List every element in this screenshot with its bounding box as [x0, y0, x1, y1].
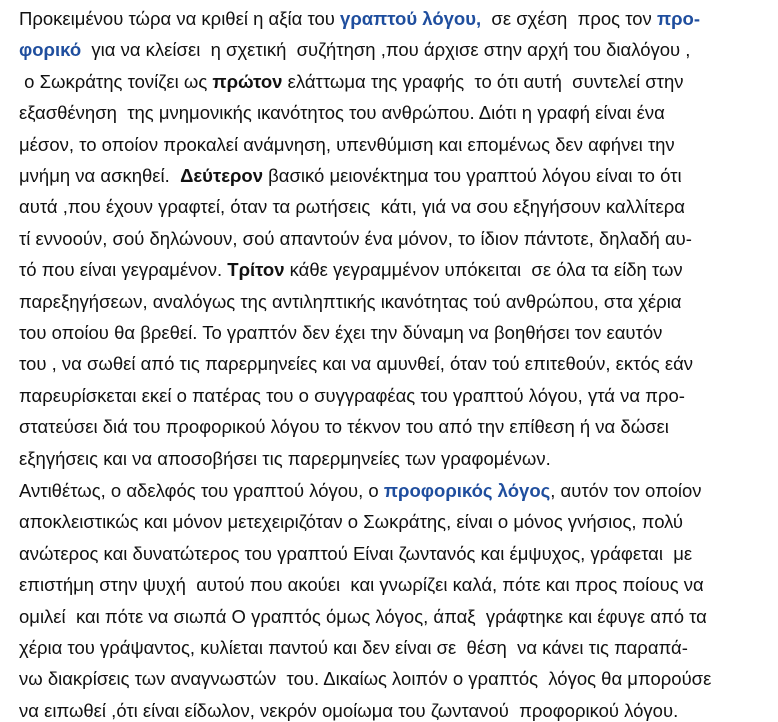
- emphasized-term: Δεύτερον: [180, 165, 264, 186]
- text-line: [19, 353, 693, 375]
- text-line: [19, 134, 675, 156]
- text-line: [19, 39, 690, 61]
- text-segment: στατεύσει διά του προφορικού λόγου το τέκνον του από την επίθεση ή να δώσει: [19, 416, 669, 438]
- text-line: [19, 71, 684, 93]
- highlighted-term: προφορικός λόγος: [383, 480, 551, 501]
- emphasized-term: πρώτον: [212, 70, 283, 92]
- text-line: [19, 511, 683, 533]
- text-line: [19, 700, 678, 722]
- text-line: [19, 668, 711, 690]
- text-line: [19, 416, 669, 438]
- text-segment: ανώτερος και δυνατώτερος του γραπτού Είναι ζωντανός και έμψυχος, γράφεται με: [19, 542, 693, 564]
- highlighted-term: φορικό: [19, 39, 82, 61]
- text-segment: εξηγήσεις και να αποσοβήσει τις παρερμηνείες των γραφομένων.: [19, 447, 551, 469]
- text-line: [19, 606, 707, 628]
- text-line: [19, 322, 662, 344]
- text-segment: για να κλείσει η σχετική συζήτηση ,που άρχισε στην αρχή του διαλόγου ,: [81, 39, 691, 61]
- text-segment: σε σχέση προς τον: [481, 8, 657, 29]
- text-segment: Αντιθέτως, ο αδελφός του γραπτού λόγου, ο: [19, 480, 384, 501]
- text-line: [19, 385, 685, 407]
- text-segment: , αυτόν τον οποίον: [550, 480, 702, 501]
- text-line: [19, 259, 683, 281]
- text-line: [19, 637, 688, 659]
- text-segment: εξασθένηση της μνημονικής ικανότητος του ανθρώπου. Διότι η γραφή είναι ένα: [19, 102, 665, 124]
- text-line: [19, 196, 685, 218]
- text-segment: να ειπωθεί ,ότι είναι είδωλον, νεκρόν ομοίωμα του ζωντανού προφορικού λόγου.: [19, 699, 679, 721]
- highlighted-term: προ-: [656, 8, 701, 29]
- text-segment: μέσον, το οποίον προκαλεί ανάμνηση, υπενθύμιση και επομένως δεν αφήνει την: [19, 133, 675, 155]
- text-segment: επιστήμη στην ψυχή αυτού που ακούει και γνωρίζει καλά, πότε και προς ποίους να: [19, 574, 704, 596]
- text-segment: τό που είναι γεγραμένον.: [19, 259, 228, 281]
- text-segment: βασικό μειονέκτημα του γραπτού λόγου είναι το ότι: [263, 165, 682, 186]
- text-segment: ομιλεί και πότε να σιωπά Ο γραπτός όμως λόγος, άπαξ γράφτηκε και έφυγε από τα: [19, 605, 707, 627]
- text-segment: παρευρίσκεται εκεί ο πατέρας του ο συγγραφέας του γραπτού λόγου, γτά να προ-: [19, 384, 685, 406]
- text-segment: αποκλειστικώς και μόνον μετεχειριζόταν ο Σωκράτης, είναι ο μόνος γνήσιος, πολύ: [19, 511, 684, 533]
- text-segment: νω διακρίσεις των αναγνωστών του. Δικαίως λοιπόν ο γραπτός λόγος θα μπορούσε: [19, 668, 712, 690]
- text-line: [19, 543, 692, 565]
- text-line: [19, 291, 682, 313]
- text-line: [19, 228, 692, 250]
- text-line: [19, 448, 551, 470]
- text-segment: ελάττωμα της γραφής το ότι αυτή συντελεί στην: [282, 70, 684, 92]
- text-line: [19, 480, 702, 502]
- text-segment: χέρια του γράψαντος, κυλίεται παντού και δεν είναι σε θέση να κάνει τις παραπά-: [19, 637, 688, 658]
- text-line: [19, 102, 665, 124]
- text-segment: ο Σωκράτης τονίζει ως: [19, 70, 213, 92]
- text-segment: Προκειμένου τώρα να κριθεί η αξία του: [19, 8, 341, 29]
- text-segment: του , να σωθεί από τις παρερμηνείες και να αμυνθεί, όταν τού επιτεθούν, εκτός εάν: [19, 353, 694, 375]
- text-segment: μνήμη να ασκηθεί.: [19, 165, 181, 186]
- text-segment: τί εννοούν, σού δηλώνουν, σού απαντούν ένα μόνον, το ίδιον πάντοτε, δηλαδή αυ-: [19, 227, 692, 249]
- text-line: [19, 165, 682, 187]
- text-line: [19, 574, 704, 596]
- text-segment: κάθε γεγραμμένον υπόκειται σε όλα τα είδη των: [284, 259, 683, 281]
- text-segment: παρεξηγήσεων, αναλόγως της αντιληπτικής ικανότητας τού ανθρώπου, στα χέρια: [19, 290, 682, 312]
- emphasized-term: Τρίτον: [227, 259, 285, 281]
- highlighted-term: γραπτού λόγου,: [340, 8, 482, 29]
- text-line: [19, 8, 700, 30]
- text-segment: του οποίου θα βρεθεί. Το γραπτόν δεν έχει την δύναμη να βοηθήσει τον εαυτόν: [19, 322, 663, 343]
- text-segment: αυτά ,που έχουν γραφτεί, όταν τα ρωτήσεις κάτι, γιά να σου εξηγήσουν καλλίτερα: [19, 196, 685, 218]
